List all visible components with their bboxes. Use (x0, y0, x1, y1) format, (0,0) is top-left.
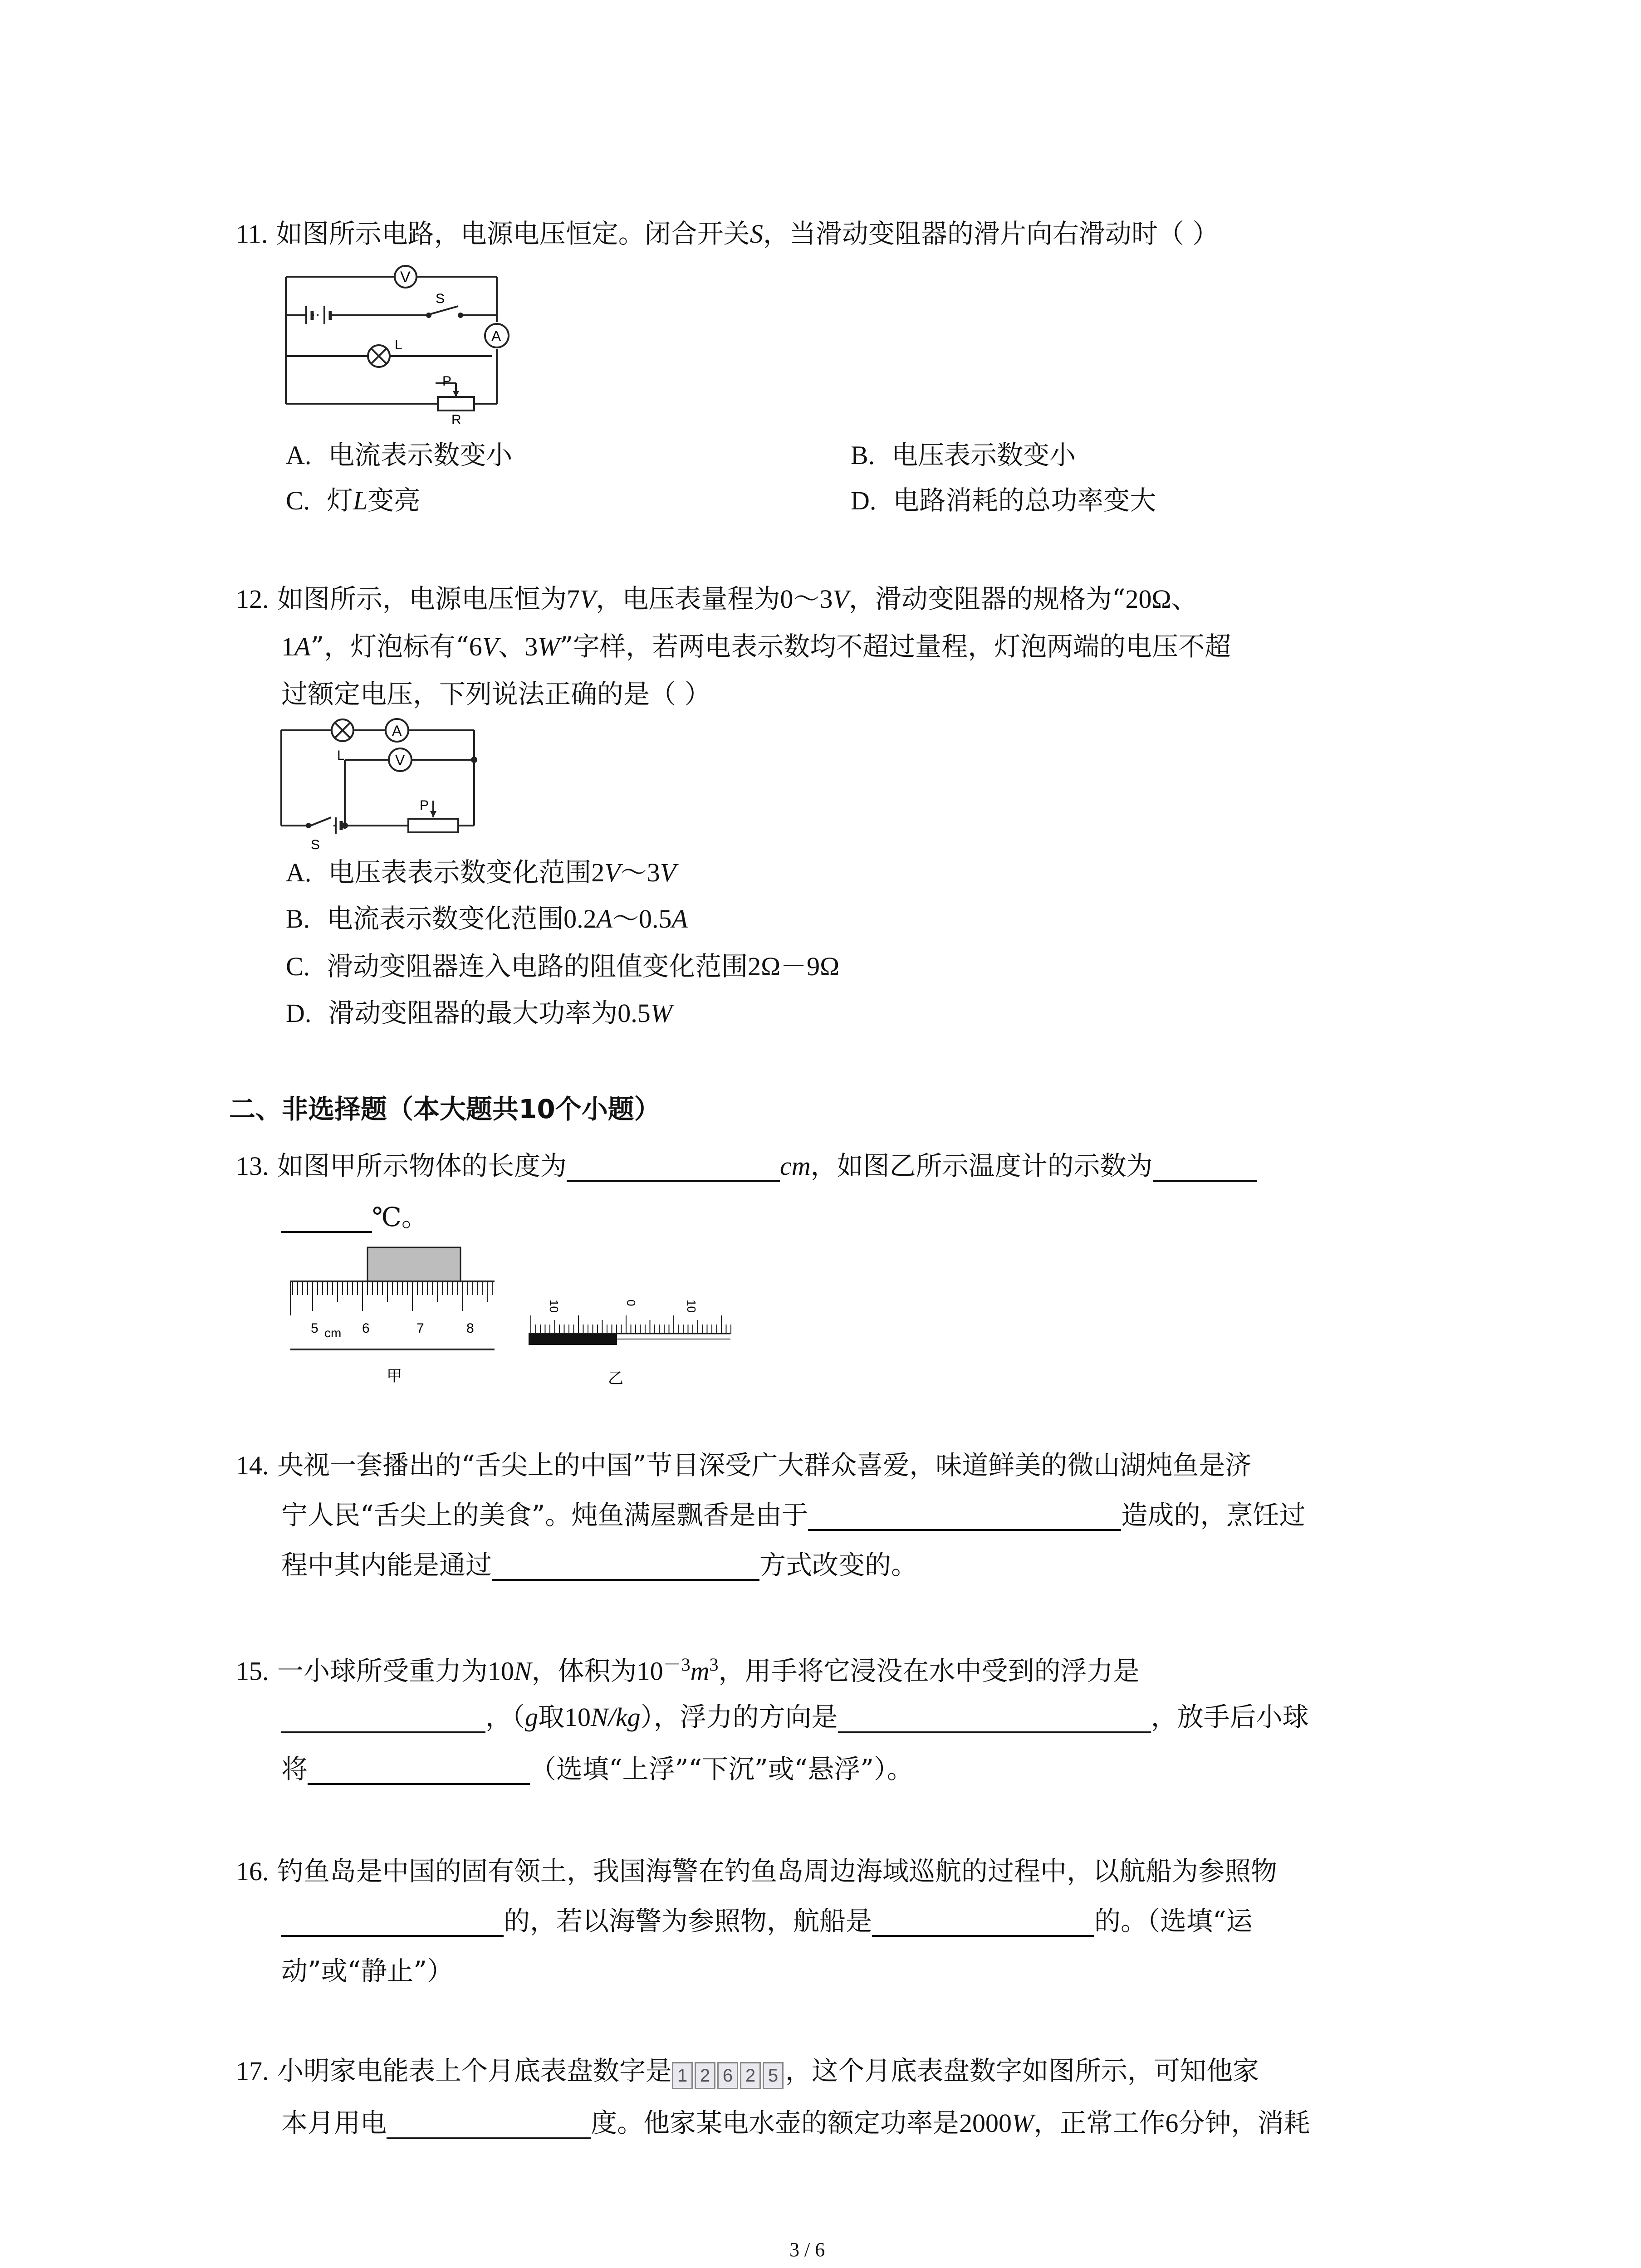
q15-blank-motion[interactable] (308, 1756, 530, 1785)
q13-stem-line1: 13. 如图甲所示物体的长度为 cm，如图乙所示温度计的示数为 (236, 1150, 1257, 1182)
q14-blank-method[interactable] (492, 1552, 759, 1581)
q14-stem-line3: 程中其内能是通过 方式改变的。 (281, 1549, 918, 1580)
q11-fig-label-ammeter: A (491, 328, 501, 344)
q12-option-b[interactable]: B. 电流表示数变化范围0.2A～0.5A (286, 903, 688, 934)
q15-blank-direction[interactable] (838, 1704, 1151, 1733)
q12-fig-label-lamp: L (337, 748, 345, 763)
q11-fig-label-voltmeter: V (400, 269, 411, 286)
therm-label-10: 10 (685, 1300, 698, 1313)
q16-blank-1[interactable] (281, 1908, 504, 1937)
ruler-label-6: 6 (362, 1321, 370, 1336)
q13-blank-length[interactable] (567, 1153, 780, 1182)
q14-stem-line1: 14. 央视一套播出的“舌尖上的中国”节目深受广大群众喜爱，味道鲜美的微山湖炖鱼是济 (236, 1450, 1252, 1481)
therm-label-0: 0 (624, 1300, 638, 1306)
q12-circuit-diagram (272, 717, 490, 857)
ruler-label-5: 5 (311, 1321, 318, 1336)
q12-stem-line2: 1A”，灯泡标有“6V、3W”字样，若两电表示数均不超过量程，灯泡两端的电压不超 (281, 631, 1231, 662)
q12-fig-label-voltmeter: V (395, 752, 405, 768)
q11-fig-label-resistor: R (451, 412, 461, 426)
q16-blank-2[interactable] (872, 1908, 1094, 1937)
q12-option-d[interactable]: D. 滑动变阻器的最大功率为0.5W (286, 997, 673, 1028)
ruler-label-cm: cm (324, 1326, 342, 1340)
q11-option-c[interactable]: C. 灯L变亮 (286, 485, 421, 516)
q11-option-d[interactable]: D. 电路消耗的总功率变大 (851, 485, 1156, 516)
q17-stem-line1: 17. 小明家电能表上个月底表盘数字是 1 2 6 2 5 ，这个月底表盘数字如图所示，可知他家 (236, 2055, 1259, 2089)
q15-blank-buoyancy[interactable] (281, 1704, 485, 1733)
page-number: 3 / 6 (789, 2239, 825, 2261)
ruler-label-8: 8 (466, 1321, 474, 1336)
q12-fig-label-switch: S (311, 837, 320, 852)
caption-yi: 乙 (608, 1369, 623, 1388)
caption-jia: 甲 (387, 1367, 402, 1385)
q12-fig-label-ammeter: A (392, 723, 402, 739)
q11-fig-label-slider: P (442, 374, 452, 389)
q13-thermometer-figure (522, 1275, 740, 1393)
q11-fig-label-switch: S (436, 291, 445, 306)
q15-stem-line3: 将 （选填“上浮”“下沉”或“悬浮”）。 (281, 1754, 913, 1784)
section-heading: 二、非选择题（本大题共10个小题） (229, 1094, 661, 1124)
q15-stem-line2: ，（g取10N/kg），浮力的方向是 ，放手后小球 (281, 1701, 1309, 1733)
q13-stem-line2: ℃。 (281, 1201, 428, 1233)
q14-blank-reason[interactable] (808, 1502, 1121, 1531)
q17-meter-reading: 1 2 6 2 5 (672, 2057, 785, 2089)
q15-stem-line1: 15. 一小球所受重力为10N，体积为$10^{-3}m^3$，用手将它浸没在水中受到的浮力是 (236, 1654, 1140, 1686)
q11-fig-label-lamp: L (395, 337, 402, 352)
q12-stem-line1: 12. 如图所示，电源电压恒为7V，电压表量程为0～3V，滑动变阻器的规格为“20Ω、 (236, 583, 1198, 614)
therm-label-neg10: 10 (547, 1300, 561, 1313)
q12-fig-label-slider: P (420, 798, 429, 813)
q13-blank-temperature[interactable] (1153, 1153, 1257, 1182)
q16-stem-line3: 动”或“静止”） (281, 1955, 453, 1986)
q11-stem: 11. 如图所示电路，电源电压恒定。闭合开关S，当滑动变阻器的滑片向右滑动时（ ） (236, 218, 1219, 249)
q16-stem-line2: 的，若以海警为参照物，航船是 的。（选填“运 (281, 1905, 1253, 1937)
q12-option-c[interactable]: C. 滑动变阻器连入电路的阻值变化范围2Ω－9Ω (286, 951, 840, 982)
q12-stem-line3: 过额定电压，下列说法正确的是（ ） (281, 679, 711, 709)
q11-option-b[interactable]: B. 电压表示数变小 (851, 440, 1076, 470)
q12-option-a[interactable]: A. 电压表表示数变化范围2V～3V (286, 857, 676, 888)
q13-ruler-figure (286, 1243, 499, 1393)
q14-stem-line2: 宁人民“舌尖上的美食”。炖鱼满屋飘香是由于 造成的，烹饪过 (281, 1500, 1306, 1530)
ruler-label-7: 7 (416, 1321, 424, 1336)
q11-option-a[interactable]: A. 电流表示数变小 (286, 440, 513, 470)
q16-stem-line1: 16. 钓鱼岛是中国的固有领土，我国海警在钓鱼岛周边海域巡航的过程中，以航船为参照物 (236, 1856, 1277, 1887)
q11-circuit-diagram (281, 263, 526, 426)
q17-blank-kwh[interactable] (387, 2110, 591, 2139)
q13-blank-temperature-cont[interactable] (281, 1204, 372, 1233)
q17-stem-line2: 本月用电 度。他家某电水壶的额定功率是2000W，正常工作6分钟，消耗 (281, 2107, 1310, 2138)
